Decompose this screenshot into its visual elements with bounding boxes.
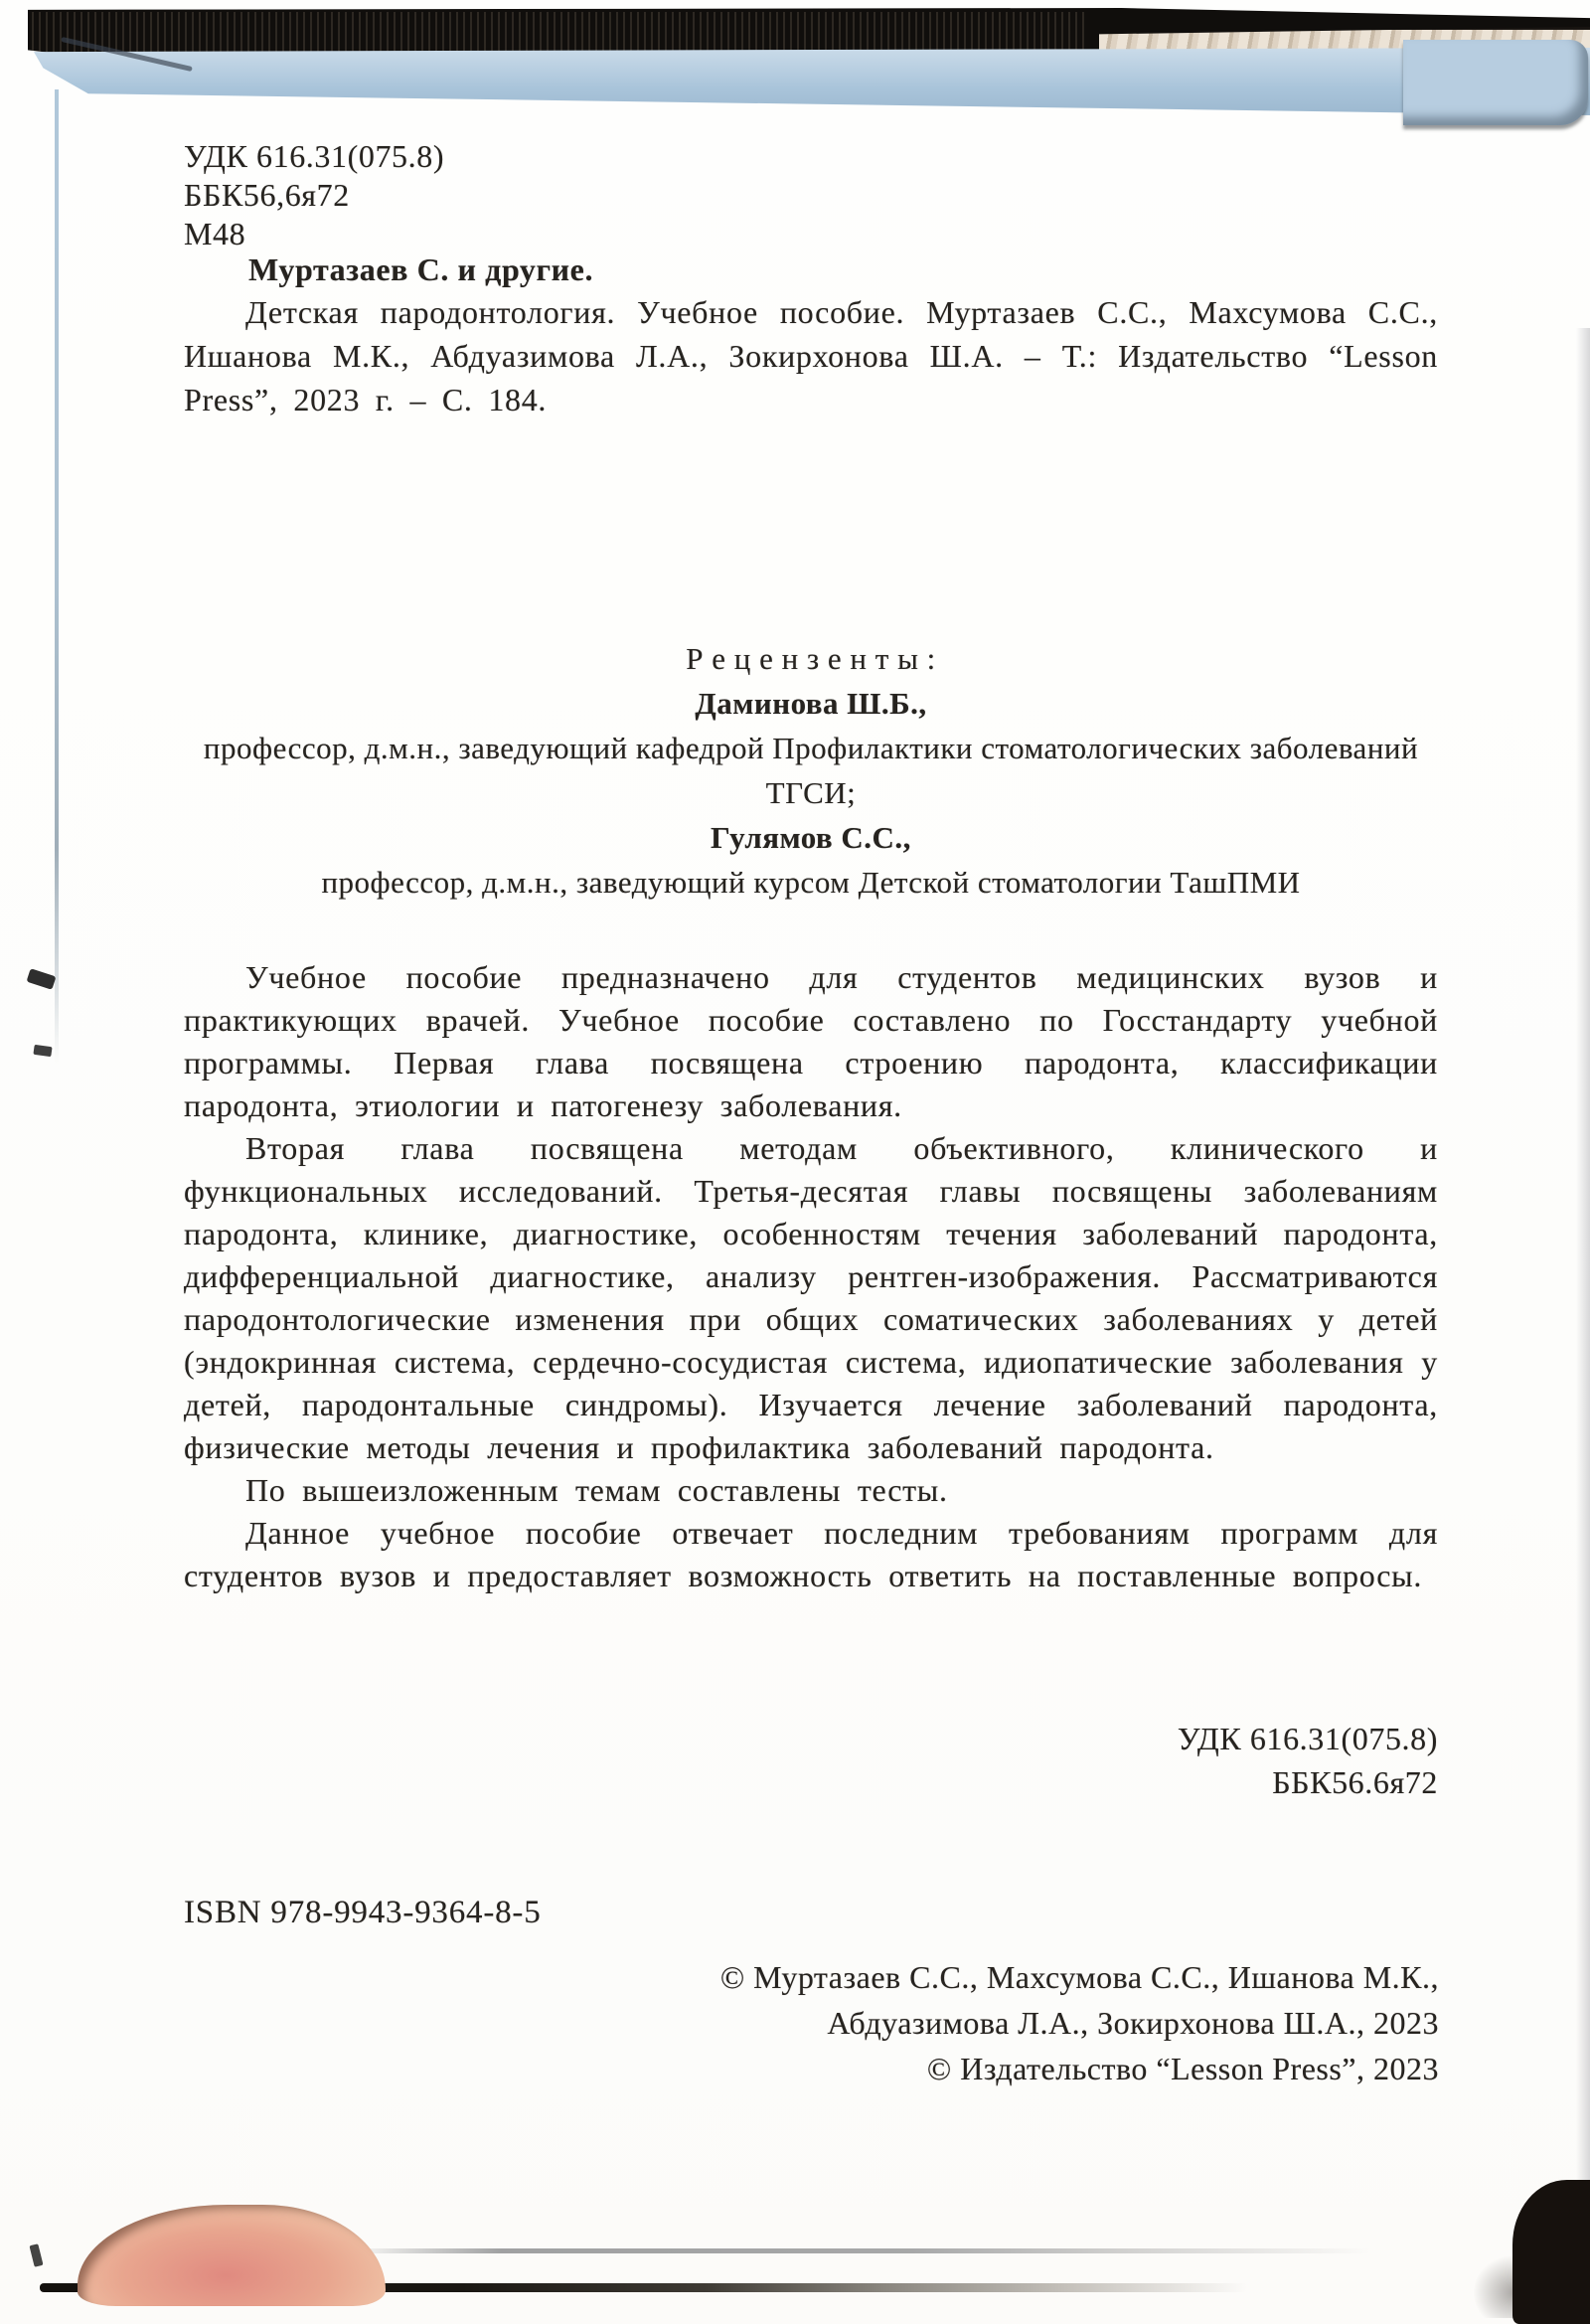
corner-artifact-bottom-right (1512, 2180, 1590, 2324)
bbk-code: ББК56,6я72 (184, 177, 350, 213)
bbk-code-bottom: ББК56.6я72 (1272, 1764, 1438, 1800)
annotation-paragraph: Данное учебное пособие отвечает последним требованиям программ для студентов вузов и предоставляет возможность ответить на поставленные вопросы. (184, 1515, 1438, 1593)
bibliographic-codes-bottom (184, 1717, 1438, 1804)
page-left-edge-line (55, 89, 59, 1064)
reviewer-description: профессор, д.м.н., заведующий кафедрой Профилактики стоматологических заболеваний ТГСИ; (203, 731, 1419, 810)
annotation-paragraph: По вышеизложенным темам составлены тесты. (245, 1472, 948, 1508)
annotation-paragraph: Учебное пособие предназначено для студентов медицинских вузов и практикующих врачей. Учебное пособие составлено по Госстандарту учебной программы. Первая глава посвящена строению пародонта, классификации пародонта, этиологии и патогенезу заболевания. (184, 959, 1438, 1123)
reviewer-name: Даминова Ш.Б., (695, 686, 927, 721)
annotation-paragraph: Вторая глава посвящена методам объективного, клинического и функциональных исследований. Третья-десятая главы посвящены заболеваниям пародонта, клинике, диагностике, особенностям течения заболеваний пародонта, дифференциальной диагностике, анализу рентген-изображения. Рассматриваются пародонтологические изменения при общих соматических заболеваниях у детей (эндокринная система, сердечно-сосудистая система, идиопатические заболевания у детей, пародонтальные синдромы). Изучается лечение заболеваний пародонта, физические методы лечения и профилактика заболеваний пародонта. (184, 1130, 1438, 1465)
page-right-edge-shadow (1576, 328, 1590, 2187)
copyright-block (181, 1954, 1439, 2091)
authors-heading: Муртазаев С. и другие. (248, 251, 594, 287)
bibliographic-codes-top (184, 137, 444, 253)
udc-code-bottom: УДК 616.31(075.8) (1177, 1721, 1438, 1756)
reviewers-section (184, 636, 1438, 905)
reviewer-description: профессор, д.м.н., заведующий курсом Детской стоматологии ТашПМИ (321, 865, 1301, 900)
bottom-faint-scan-line (348, 2248, 1371, 2253)
udc-code: УДК 616.31(075.8) (184, 138, 445, 174)
left-edge-mark (29, 2243, 43, 2267)
isbn: ISBN 978-9943-9364-8-5 (184, 1895, 542, 1930)
reviewers-heading: Р е ц е н з е н т ы : (686, 641, 936, 676)
reviewer-name: Гулямов С.С., (711, 820, 911, 855)
left-edge-mark (33, 1045, 52, 1057)
annotation-section (184, 956, 1438, 1597)
left-edge-mark (26, 968, 56, 990)
citation-paragraph: Детская пародонтология. Учебное пособие. Муртазаев С.С., Махсумова С.С., Ишанова М.К., Абдуазимова Л.А., Зокирхонова Ш.А. – Т.: Издательство “Lesson Press”, 2023 г. – С. 184. (184, 294, 1438, 417)
cover-corner-right (1403, 40, 1588, 125)
spine-pages-texture (32, 12, 1085, 52)
thumb-finger (78, 2205, 386, 2306)
copyright-line: Абдуазимова Л.А., Зокирхонова Ш.А., 2023 (827, 2005, 1439, 2041)
author-sign-code: М48 (184, 216, 246, 251)
copyright-line: © Муртазаев С.С., Махсумова С.С., Ишанова М.К., (719, 1959, 1439, 1995)
copyright-line: © Издательство “Lesson Press”, 2023 (926, 2051, 1439, 2086)
cover-edge-band (34, 48, 1590, 115)
